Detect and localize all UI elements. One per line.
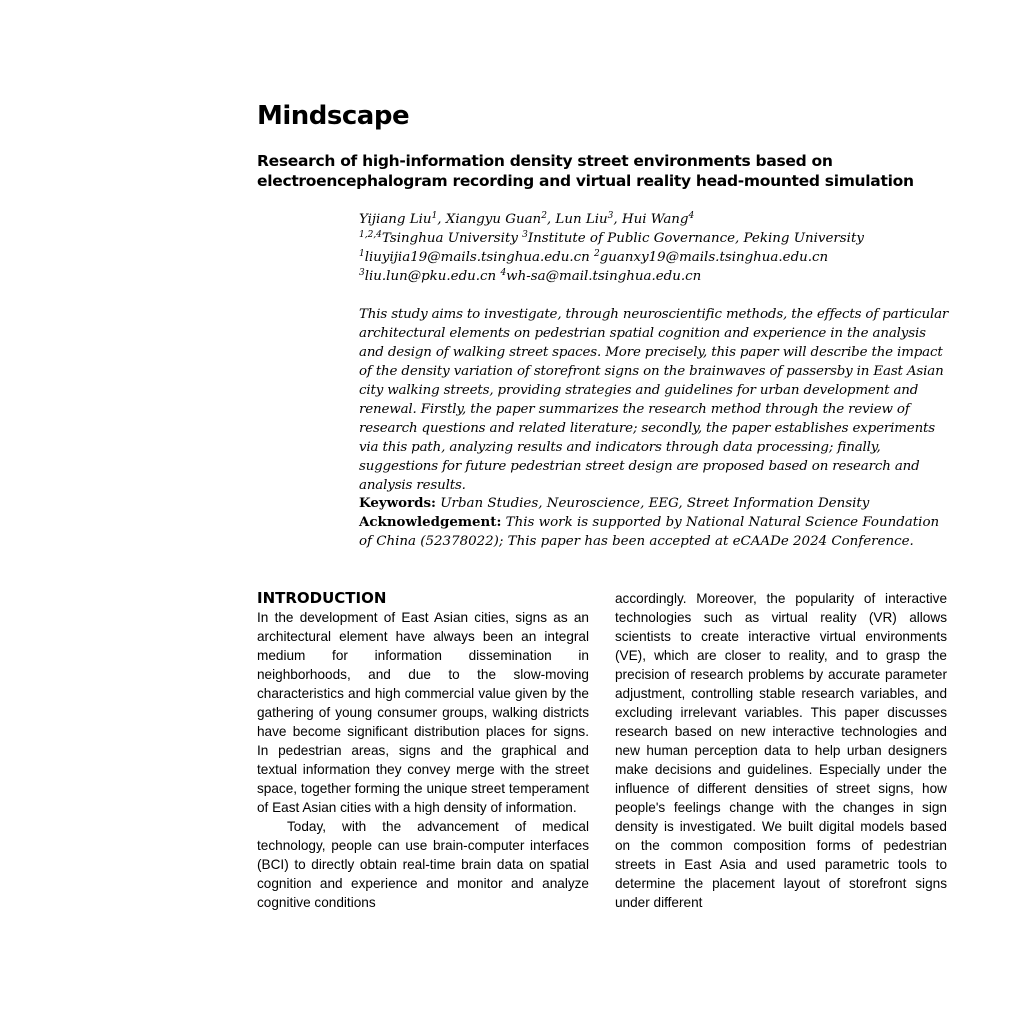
email-marker: 1: [359, 249, 365, 259]
author-block: [359, 210, 949, 286]
author-email: wh-sa@mail.tsinghua.edu.cn: [506, 269, 702, 284]
author-affiliation-marker: 1: [431, 211, 438, 221]
author-emails-line-1: [359, 248, 949, 267]
author-email: liuyijia19@mails.tsinghua.edu.cn: [364, 250, 594, 265]
email-marker: 4: [500, 268, 507, 278]
keywords-block: [359, 494, 949, 551]
affiliation-marker: 3: [522, 230, 528, 240]
paper-subtitle: Research of high-information density street environments based on electroencephalogram recording and virtual reality head-mounted simulation: [257, 152, 914, 190]
affiliation-text: Tsinghua University: [381, 231, 523, 246]
keywords-label: Keywords:: [359, 495, 437, 511]
author-names: [359, 210, 949, 229]
author-affiliation-marker: 4: [688, 211, 695, 221]
section-heading-introduction: INTRODUCTION: [257, 589, 387, 607]
author-name: , Lun Liu: [546, 212, 608, 227]
body-column-left: [257, 589, 589, 912]
body-paragraph-continued: accordingly. Moreover, the popularity of interactive technologies such as virtual reality (VR) allows scientists to create interactive virtual environments (VE), which are closer to reality, and to grasp the precision of research problems by accurate parameter adjustment, controlling stable research variables, and excluding irrelevant variables. This paper discusses research based on new interactive technologies and new human perception data to help urban designers make decisions and guidelines. Especially under the influence of different densities of street signs, how people's feelings change with the changes in sign density is investigated. We built digital models based on the common composition forms of pedestrian streets in East Asia and used parametric tools to determine the placement layout of storefront signs under different: [615, 591, 947, 910]
affiliation-text: Institute of Public Governance, Peking University: [527, 231, 864, 246]
body-paragraph: In the development of East Asian cities, signs as an architectural element have always been an integral medium for information dissemination in neighborhoods, and due to the slow-moving characteristics and high commercial value given by the gathering of young consumer groups, walking districts have become significant distribution places for signs. In pedestrian areas, signs and the graphical and textual information they convey merge with the street space, together forming the unique street temperament of East Asian cities with a high density of information.: [257, 610, 589, 815]
author-emails-line-2: [359, 267, 949, 286]
acknowledgement-text: This work is supported by National Natural Science Foundation of China (52378022); This paper has been accepted at eCAADe 2024 Conference.: [359, 515, 940, 549]
author-name: , Hui Wang: [613, 212, 689, 227]
author-affiliation-marker: 3: [607, 211, 614, 221]
keywords-line: [359, 494, 949, 513]
keywords-text: Urban Studies, Neuroscience, EEG, Street Information Density: [436, 496, 870, 511]
author-affiliations: [359, 229, 949, 248]
abstract: This study aims to investigate, through neuroscientific methods, the effects of particular architectural elements on pedestrian spatial cognition and experience in the analysis and design of walking street spaces. More precisely, this paper will describe the impact of the density variation of storefront signs on the brainwaves of passersby in East Asian city walking streets, providing strategies and guidelines for urban development and renewal. Firstly, the paper summarizes the research method through the review of research questions and related literature; secondly, the paper establishes experiments via this path, analyzing results and indicators through data processing; finally, suggestions for future pedestrian street design are proposed based on research and analysis results.: [359, 307, 949, 493]
email-marker: 2: [593, 249, 600, 259]
paper-title: Mindscape: [257, 101, 410, 131]
author-name: , Xiangyu Guan: [437, 212, 542, 227]
body-column-right: [615, 589, 947, 912]
author-email: guanxy19@mails.tsinghua.edu.cn: [599, 250, 829, 265]
author-email: liu.lun@pku.edu.cn: [364, 269, 501, 284]
acknowledgement-line: [359, 513, 949, 551]
affiliation-marker: 1,2,4: [359, 230, 382, 240]
author-affiliation-marker: 2: [541, 211, 547, 221]
author-name: Yijiang Liu: [359, 212, 432, 227]
email-marker: 3: [359, 268, 365, 278]
body-paragraph: Today, with the advancement of medical technology, people can use brain-computer interfaces (BCI) to directly obtain real-time brain data on spatial cognition and experience and monitor and analyze cognitive conditions: [257, 819, 589, 910]
acknowledgement-label: Acknowledgement:: [359, 514, 502, 530]
